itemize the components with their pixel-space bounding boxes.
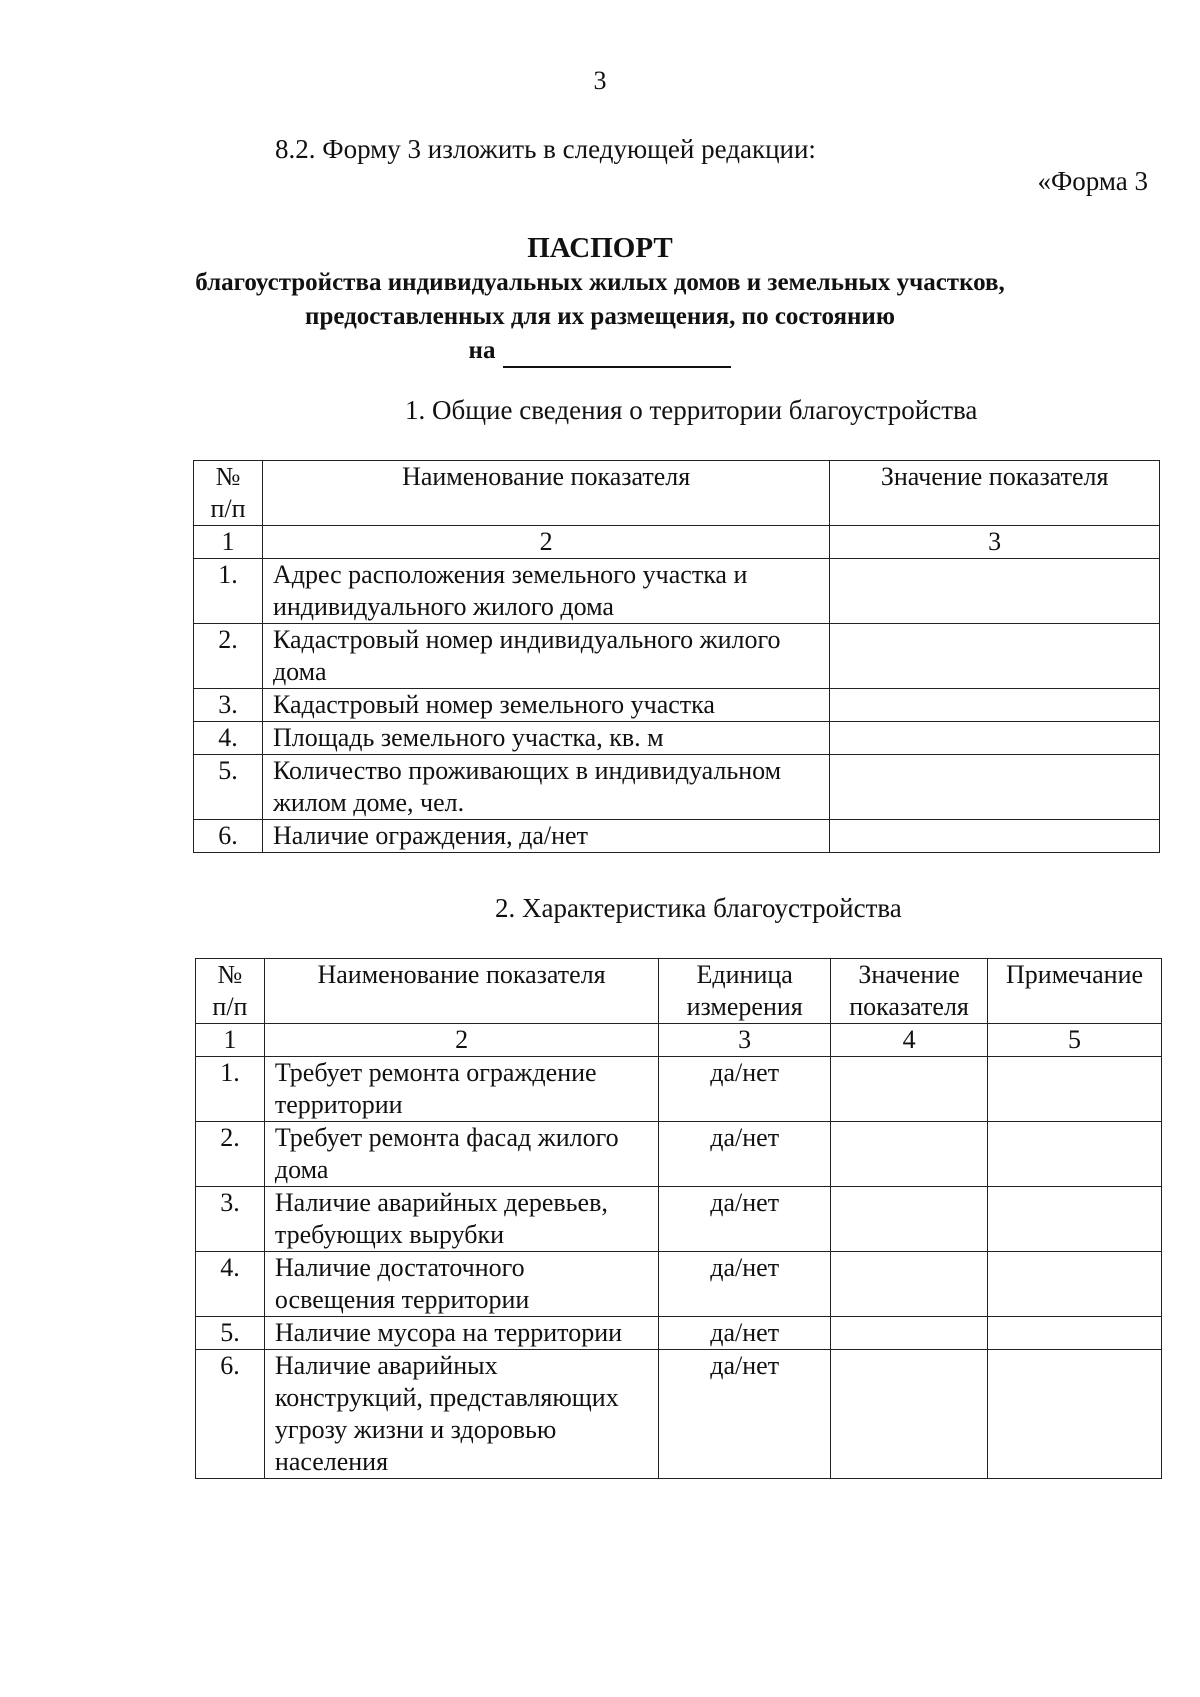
- form-label: «Форма 3: [1037, 166, 1148, 196]
- row-indicator-name: Наличие достаточного освещения территории: [264, 1252, 658, 1317]
- document-subtitle-line-1: благоустройства индивидуальных жилых домов и земельных участков,: [195, 269, 1005, 296]
- column-number: 2: [264, 1024, 658, 1057]
- header-number: № п/п: [194, 461, 263, 526]
- instruction-text: 8.2. Форму 3 изложить в следующей редакции:: [275, 134, 816, 164]
- page-number: 3: [593, 66, 607, 95]
- column-number-row: [194, 526, 1160, 559]
- row-indicator-name: Наличие аварийных деревьев, требующих вырубки: [264, 1187, 658, 1252]
- row-number: 2.: [196, 1122, 265, 1187]
- header-note: Примечание: [988, 959, 1162, 1024]
- row-value-cell: [830, 624, 1160, 689]
- row-indicator-name: Площадь земельного участка, кв. м: [262, 722, 829, 755]
- row-value-cell: [831, 1057, 988, 1122]
- column-number: 1: [196, 1024, 265, 1057]
- row-value-cell: [830, 755, 1160, 820]
- row-value-cell: [830, 689, 1160, 722]
- header-value: Значение показателя: [831, 959, 988, 1024]
- document-subtitle-line-2: предоставленных для их размещения, по состоянию: [305, 303, 895, 330]
- column-number: 5: [988, 1024, 1162, 1057]
- row-note-cell: [988, 1187, 1162, 1252]
- row-note-cell: [988, 1252, 1162, 1317]
- column-number: 2: [262, 526, 829, 559]
- row-value-cell: [831, 1122, 988, 1187]
- document-title: ПАСПОРТ: [527, 232, 673, 264]
- row-indicator-name: Кадастровый номер индивидуального жилого дома: [262, 624, 829, 689]
- row-unit: да/нет: [659, 1252, 831, 1317]
- row-unit: да/нет: [659, 1350, 831, 1479]
- row-value-cell: [830, 722, 1160, 755]
- table-row: [194, 722, 1160, 755]
- row-indicator-name: Кадастровый номер земельного участка: [262, 689, 829, 722]
- column-number-row: [196, 1024, 1162, 1057]
- table-row: [196, 1057, 1162, 1122]
- column-number: 3: [830, 526, 1160, 559]
- row-number: 6.: [196, 1350, 265, 1479]
- row-indicator-name: Количество проживающих в индивидуальном жилом доме, чел.: [262, 755, 829, 820]
- row-indicator-name: Адрес расположения земельного участка и индивидуального жилого дома: [262, 559, 829, 624]
- row-note-cell: [988, 1122, 1162, 1187]
- table-row: [194, 559, 1160, 624]
- row-number: 1.: [196, 1057, 265, 1122]
- header-number: № п/п: [196, 959, 265, 1024]
- row-value-cell: [831, 1252, 988, 1317]
- date-blank-field: [503, 340, 731, 368]
- row-note-cell: [988, 1057, 1162, 1122]
- row-indicator-name: Наличие аварийных конструкций, представляющих угрозу жизни и здоровью населения: [264, 1350, 658, 1479]
- row-indicator-name: Требует ремонта ограждение территории: [264, 1057, 658, 1122]
- row-unit: да/нет: [659, 1057, 831, 1122]
- table-row: [196, 1350, 1162, 1479]
- row-note-cell: [988, 1350, 1162, 1479]
- table-row: [196, 1252, 1162, 1317]
- row-indicator-name: Наличие ограждения, да/нет: [262, 820, 829, 853]
- table-row: [196, 1122, 1162, 1187]
- characteristics-table: [195, 958, 1162, 1479]
- table-header-row: [194, 461, 1160, 526]
- table-row: [194, 624, 1160, 689]
- header-name: Наименование показателя: [262, 461, 829, 526]
- header-unit: Единица измерения: [659, 959, 831, 1024]
- date-prefix: на: [468, 337, 496, 364]
- table-row: [196, 1317, 1162, 1350]
- row-value-cell: [830, 559, 1160, 624]
- table-row: [194, 755, 1160, 820]
- row-number: 5.: [196, 1317, 265, 1350]
- table-row: [194, 820, 1160, 853]
- row-value-cell: [831, 1187, 988, 1252]
- row-note-cell: [988, 1317, 1162, 1350]
- row-indicator-name: Требует ремонта фасад жилого дома: [264, 1122, 658, 1187]
- table-row: [196, 1187, 1162, 1252]
- row-unit: да/нет: [659, 1317, 831, 1350]
- header-value: Значение показателя: [830, 461, 1160, 526]
- table-header-row: [196, 959, 1162, 1024]
- row-number: 1.: [194, 559, 263, 624]
- row-value-cell: [831, 1350, 988, 1479]
- column-number: 4: [831, 1024, 988, 1057]
- column-number: 1: [194, 526, 263, 559]
- row-number: 4.: [194, 722, 263, 755]
- row-number: 3.: [194, 689, 263, 722]
- header-name: Наименование показателя: [264, 959, 658, 1024]
- section-2-title: 2. Характеристика благоустройства: [495, 893, 902, 923]
- general-info-table: [193, 460, 1160, 853]
- row-unit: да/нет: [659, 1122, 831, 1187]
- column-number: 3: [659, 1024, 831, 1057]
- row-number: 2.: [194, 624, 263, 689]
- row-value-cell: [831, 1317, 988, 1350]
- row-value-cell: [830, 820, 1160, 853]
- row-number: 6.: [194, 820, 263, 853]
- date-line: [0, 334, 1200, 368]
- row-number: 4.: [196, 1252, 265, 1317]
- table-row: [194, 689, 1160, 722]
- row-indicator-name: Наличие мусора на территории: [264, 1317, 658, 1350]
- row-unit: да/нет: [659, 1187, 831, 1252]
- row-number: 3.: [196, 1187, 265, 1252]
- section-1-title: 1. Общие сведения о территории благоустройства: [405, 395, 978, 425]
- title-block: [0, 230, 1200, 368]
- row-number: 5.: [194, 755, 263, 820]
